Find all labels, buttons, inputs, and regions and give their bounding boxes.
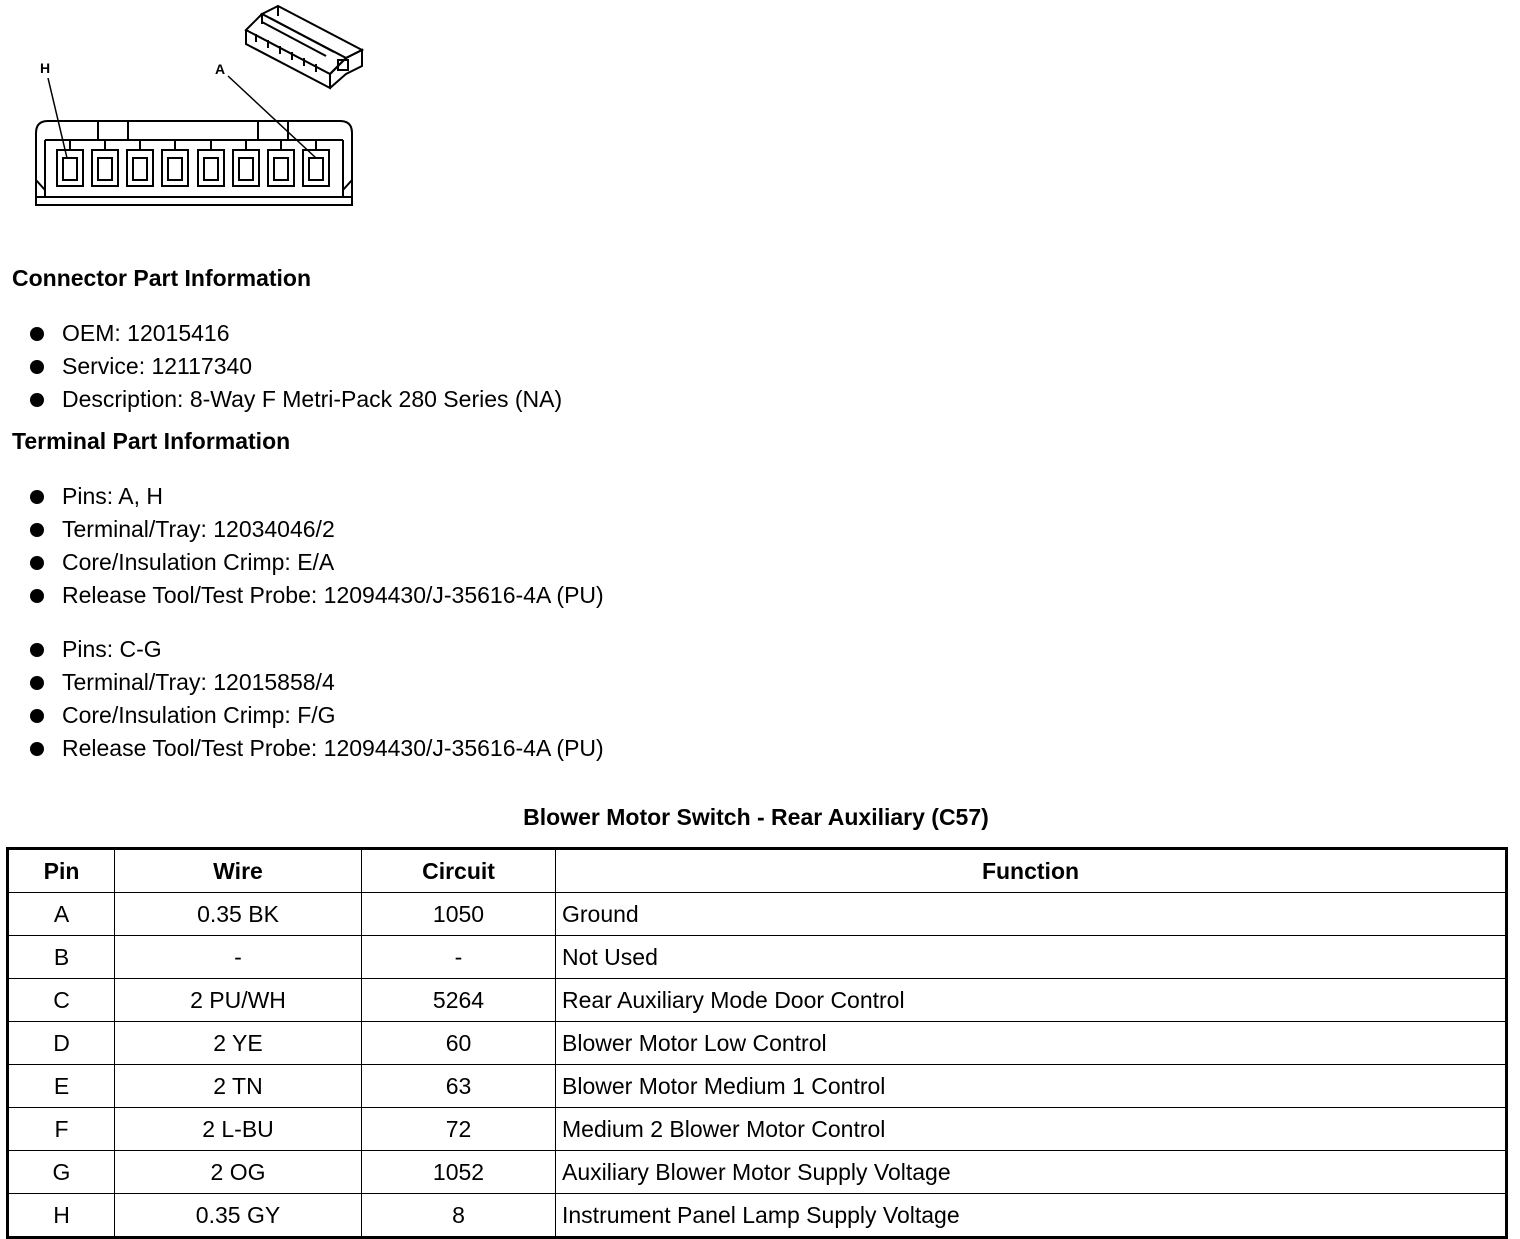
table-row <box>8 1065 1507 1108</box>
cell-pin: E <box>8 1065 115 1108</box>
terminal-info-group-2 <box>28 633 604 765</box>
header-function: Function <box>556 849 1507 893</box>
cell-function: Medium 2 Blower Motor Control <box>556 1108 1507 1151</box>
cell-wire: 2 YE <box>115 1022 362 1065</box>
pin-label-h: H <box>40 60 51 76</box>
connector-info-title: Connector Part Information <box>12 265 312 291</box>
table-row <box>8 1108 1507 1151</box>
cell-circuit: 60 <box>362 1022 556 1065</box>
header-wire: Wire <box>115 849 362 893</box>
pinout-table <box>6 847 1508 1239</box>
list-item: Pins: C-G <box>28 633 604 666</box>
list-item: Core/Insulation Crimp: E/A <box>28 546 604 579</box>
cell-function: Blower Motor Medium 1 Control <box>556 1065 1507 1108</box>
table-row <box>8 893 1507 936</box>
terminal-info-group-1 <box>28 480 604 612</box>
cell-circuit: 1052 <box>362 1151 556 1194</box>
list-item: Terminal/Tray: 12034046/2 <box>28 513 604 546</box>
table-title: Blower Motor Switch - Rear Auxiliary (C57) <box>523 804 989 830</box>
header-pin: Pin <box>8 849 115 893</box>
list-item: Service: 12117340 <box>28 350 562 383</box>
cell-circuit: 63 <box>362 1065 556 1108</box>
cell-pin: D <box>8 1022 115 1065</box>
list-item: Release Tool/Test Probe: 12094430/J-35616-4A (PU) <box>28 579 604 612</box>
pin-label-a: A <box>215 61 226 77</box>
list-item: OEM: 12015416 <box>28 317 562 350</box>
cell-circuit: 72 <box>362 1108 556 1151</box>
cell-circuit: 8 <box>362 1194 556 1238</box>
cell-wire: 2 OG <box>115 1151 362 1194</box>
header-circuit: Circuit <box>362 849 556 893</box>
cell-circuit: 5264 <box>362 979 556 1022</box>
terminal-info-title: Terminal Part Information <box>12 428 291 454</box>
table-row <box>8 936 1507 979</box>
cell-circuit: 1050 <box>362 893 556 936</box>
cell-wire: 2 TN <box>115 1065 362 1108</box>
connector-isometric-icon <box>246 6 362 88</box>
cell-pin: A <box>8 893 115 936</box>
table-header-row <box>8 849 1507 893</box>
cell-wire: 0.35 GY <box>115 1194 362 1238</box>
list-item: Pins: A, H <box>28 480 604 513</box>
cell-function: Not Used <box>556 936 1507 979</box>
connector-info-list <box>28 317 562 416</box>
cell-function: Auxiliary Blower Motor Supply Voltage <box>556 1151 1507 1194</box>
table-row <box>8 1022 1507 1065</box>
cell-function: Ground <box>556 893 1507 936</box>
list-item: Core/Insulation Crimp: F/G <box>28 699 604 732</box>
cell-pin: G <box>8 1151 115 1194</box>
cell-circuit: - <box>362 936 556 979</box>
cell-pin: H <box>8 1194 115 1238</box>
list-item: Terminal/Tray: 12015858/4 <box>28 666 604 699</box>
leader-line-a <box>228 76 316 158</box>
cell-wire: 0.35 BK <box>115 893 362 936</box>
table-row <box>8 1151 1507 1194</box>
table-row <box>8 1194 1507 1238</box>
cell-pin: B <box>8 936 115 979</box>
list-item: Release Tool/Test Probe: 12094430/J-35616-4A (PU) <box>28 732 604 765</box>
cell-function: Instrument Panel Lamp Supply Voltage <box>556 1194 1507 1238</box>
cell-wire: 2 L-BU <box>115 1108 362 1151</box>
leader-line-h <box>48 78 67 158</box>
connector-cavities <box>57 140 329 186</box>
cell-pin: F <box>8 1108 115 1151</box>
connector-diagram <box>0 0 380 215</box>
list-item: Description: 8-Way F Metri-Pack 280 Series (NA) <box>28 383 562 416</box>
cell-wire: - <box>115 936 362 979</box>
cell-function: Rear Auxiliary Mode Door Control <box>556 979 1507 1022</box>
cell-wire: 2 PU/WH <box>115 979 362 1022</box>
cell-pin: C <box>8 979 115 1022</box>
table-row <box>8 979 1507 1022</box>
cell-function: Blower Motor Low Control <box>556 1022 1507 1065</box>
